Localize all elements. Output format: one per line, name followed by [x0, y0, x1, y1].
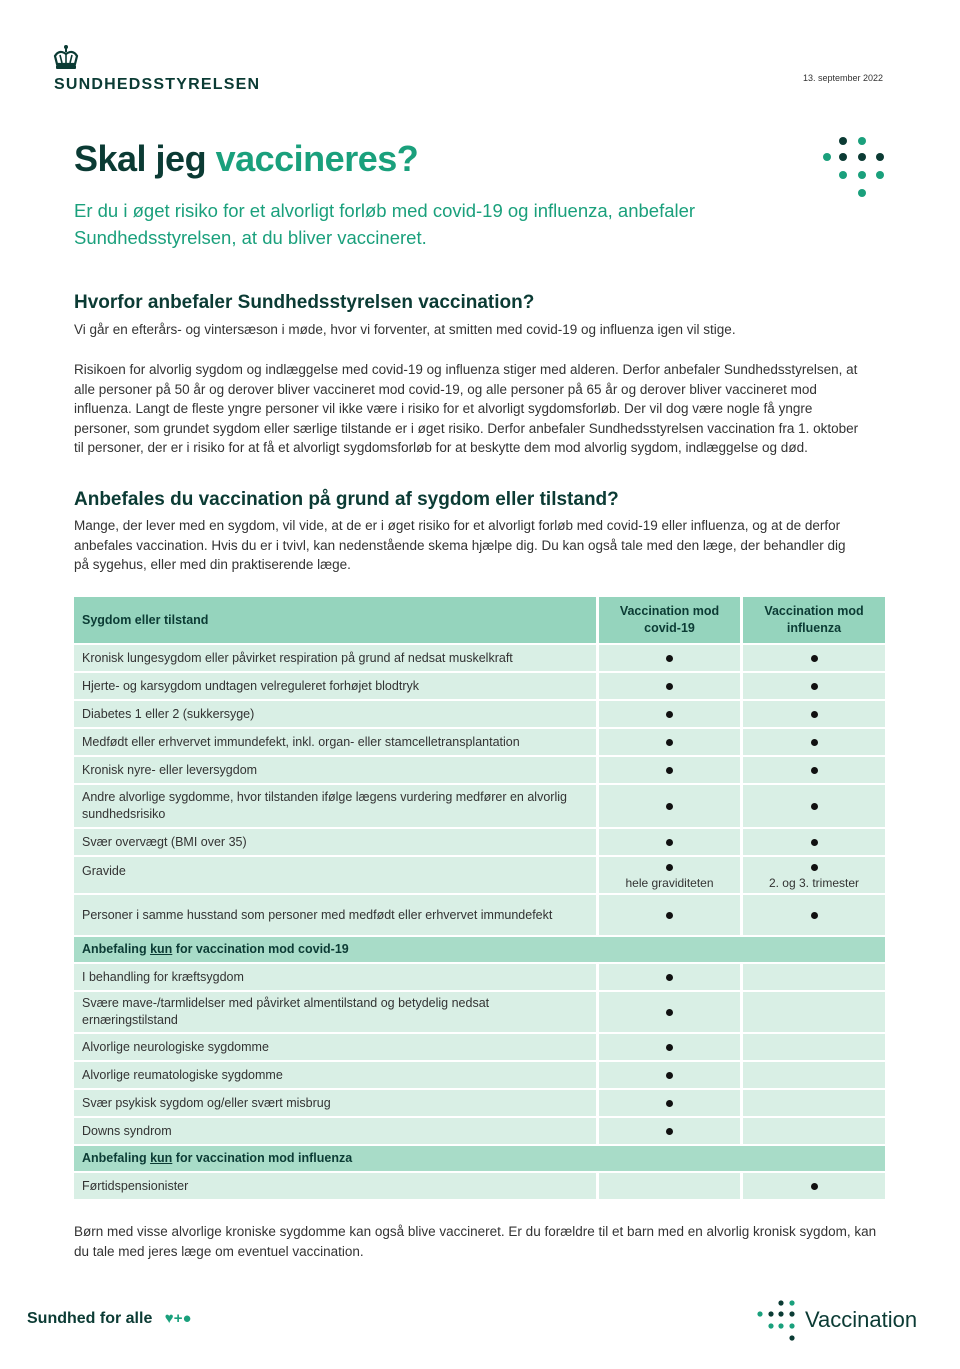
footer-slogan [27, 1310, 192, 1328]
bullet-dot-icon [666, 711, 673, 718]
table-row [74, 701, 885, 729]
heart-plus-dot-icon: ♥+● [164, 1310, 192, 1327]
table-row [74, 729, 885, 757]
gravide-covid-note: hele graviditeten [625, 876, 714, 890]
bullet-dot-icon [811, 803, 818, 810]
dot-pattern-icon [757, 1300, 801, 1344]
bullet-dot-icon [811, 864, 818, 871]
bullet-dot-icon [666, 655, 673, 662]
section-flu-suffix: for vaccination mod influenza [175, 1151, 353, 1165]
table-row [74, 1173, 885, 1201]
bullet-dot-icon [666, 1100, 673, 1107]
bullet-dot-icon [811, 839, 818, 846]
vaccination-table [74, 597, 885, 1201]
bullet-dot-icon [666, 739, 673, 746]
condition-cell: Svære mave-/tarmlidelser med påvirket almentilstand og betydelig nedsat ernæringstilstand [74, 992, 596, 1034]
table-row [74, 857, 885, 895]
lead-text: Er du i øget risiko for et alvorligt forløb med covid-19 og influenza, anbefaler Sundhedsstyrelsen, at du bliver vaccineret. [74, 200, 696, 248]
section-covid-kun: kun [150, 942, 173, 956]
condition-cell: Svær overvægt (BMI over 35) [74, 829, 596, 857]
table-row [74, 829, 885, 857]
table-row [74, 895, 885, 937]
bullet-dot-icon [666, 912, 673, 919]
bullet-dot-icon [811, 711, 818, 718]
table-row [74, 992, 885, 1034]
condition-cell: I behandling for kræftsygdom [74, 964, 596, 992]
section1-heading: Hvorfor anbefaler Sundhedsstyrelsen vaccination? [74, 292, 535, 313]
condition-cell: Hjerte- og karsygdom undtagen velreguleret forhøjet blodtryk [74, 673, 596, 701]
condition-cell: Alvorlige reumatologiske sygdomme [74, 1062, 596, 1090]
title-part1: Skal jeg [74, 138, 207, 179]
condition-cell: Gravide [74, 857, 596, 895]
header-condition: Sygdom eller tilstand [74, 597, 596, 645]
closing-paragraph: Børn med visse alvorlige kroniske sygdomme kan også blive vaccineret. Er du forældre til et barn med en alvorlig kronisk sygdom, kan du tale med jeres læge om eventuel vaccination. [74, 1224, 877, 1259]
bullet-dot-icon [811, 767, 818, 774]
bullet-dot-icon [666, 974, 673, 981]
vaccination-logo [757, 1300, 932, 1344]
brand-name: SUNDHEDSSTYRELSEN [54, 76, 261, 93]
section-covid-prefix: Anbefaling [82, 942, 147, 956]
bullet-dot-icon [666, 864, 673, 871]
condition-cell: Diabetes 1 eller 2 (sukkersyge) [74, 701, 596, 729]
condition-cell: Førtidspensionister [74, 1173, 596, 1201]
footer-slogan-text: Sundhed for alle [27, 1310, 153, 1327]
section-covid-label [74, 937, 885, 964]
vaccination-wordmark: Vaccination [805, 1307, 918, 1332]
table-row [74, 964, 885, 992]
table-row [74, 1062, 885, 1090]
table-row [74, 673, 885, 701]
condition-cell: Medfødt eller erhvervet immundefekt, inkl. organ- eller stamcelletransplantation [74, 729, 596, 757]
bullet-dot-icon [666, 803, 673, 810]
document-date: 13. september 2022 [802, 73, 883, 83]
condition-cell: Kronisk nyre- eller leversygdom [74, 757, 596, 785]
header-influenza: Vaccination mod influenza [740, 597, 885, 645]
bullet-dot-icon [666, 1128, 673, 1135]
section-flu-kun: kun [150, 1151, 173, 1165]
bullet-dot-icon [811, 912, 818, 919]
bullet-dot-icon [666, 1072, 673, 1079]
condition-cell: Downs syndrom [74, 1118, 596, 1146]
section-row-covid [74, 937, 885, 964]
bullet-dot-icon [666, 767, 673, 774]
header-covid: Vaccination mod covid-19 [596, 597, 740, 645]
section2-paragraph: Mange, der lever med en sygdom, vil vide, at de er i øget risiko for et alvorligt forløb med covid-19 eller influenza, og at de derfor anbefales vaccination. Hvis du er i tvivl, kan nedenstående skema hjælpe dig. Du kan også tale med den læge, der behandler dig på sygehus, eller med din praktiserende læge. [74, 518, 846, 572]
bullet-dot-icon [666, 683, 673, 690]
section-covid-suffix: for vaccination mod covid-19 [175, 942, 349, 956]
section-flu-prefix: Anbefaling [82, 1151, 147, 1165]
bullet-dot-icon [811, 1183, 818, 1190]
condition-cell: Personer i samme husstand som personer med medfødt eller erhvervet immundefekt [74, 895, 596, 937]
table-row [74, 1034, 885, 1062]
bullet-dot-icon [811, 683, 818, 690]
title-part2: vaccineres? [215, 138, 419, 179]
condition-cell: Kronisk lungesygdom eller påvirket respiration på grund af nedsat muskelkraft [74, 645, 596, 673]
dot-pattern-icon [822, 134, 886, 200]
condition-cell: Andre alvorlige sygdomme, hvor tilstanden ifølge lægens vurdering medfører en alvorlig sundhedsrisiko [74, 785, 596, 829]
condition-cell: Alvorlige neurologiske sygdomme [74, 1034, 596, 1062]
section1-paragraph-1: Vi går en efterårs- og vintersæson i møde, hvor vi forventer, at smitten med covid-19 og influenza igen vil stige. [74, 322, 736, 337]
crown-icon [52, 44, 80, 72]
condition-cell: Svær psykisk sygdom og/eller svært misbrug [74, 1090, 596, 1118]
section-row-influenza [74, 1146, 885, 1173]
section-flu-label [74, 1146, 885, 1173]
table-row [74, 645, 885, 673]
table-row [74, 757, 885, 785]
bullet-dot-icon [666, 839, 673, 846]
bullet-dot-icon [811, 655, 818, 662]
table-header-row [74, 597, 885, 645]
section1-paragraph-2: Risikoen for alvorlig sygdom og indlæggelse med covid-19 og influenza stiger med alderen. Derfor anbefaler Sundhedsstyrelsen, at alle personer på 50 år og derover bliver vaccineret mod covid-19, og alle personer på 65 år og derover bliver vaccineret mod influenza. Langt de fleste yngre personer vil ikke være i risiko for et alvorligt sygdomsforløb. Der vil dog være nogle få yngre personer, som grundet sygdom eller særlige tilstande er i øget risiko. Derfor anbefaler Sundhedsstyrelsen vaccination fra 1. oktober til personer, der er i risiko for at få et alvorligt sygdomsforløb for at beskytte dem mod alvorlig sygdom, indlæggelse og død. [74, 362, 859, 455]
bullet-dot-icon [666, 1009, 673, 1016]
table-row [74, 1118, 885, 1146]
table-row [74, 785, 885, 829]
section2-heading: Anbefales du vaccination på grund af sygdom eller tilstand? [74, 489, 619, 510]
table-row [74, 1090, 885, 1118]
gravide-flu-note: 2. og 3. trimester [768, 876, 860, 890]
bullet-dot-icon [811, 739, 818, 746]
bullet-dot-icon [666, 1044, 673, 1051]
page-title [74, 138, 418, 180]
